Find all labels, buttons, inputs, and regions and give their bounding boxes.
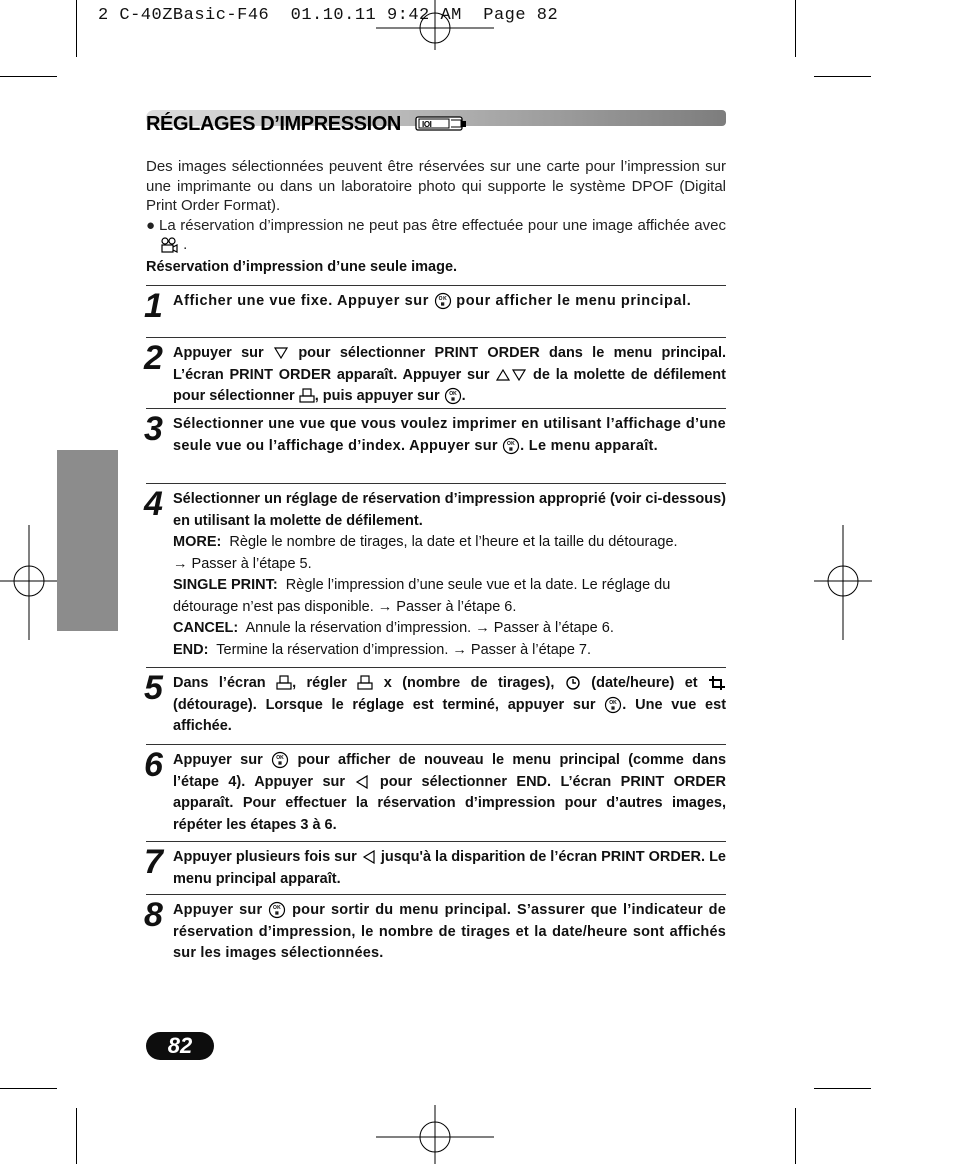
step-text: Sélectionner une vue que vous voulez imprimer en utilisant l’affichage d’une seule vue ou l’affichage d’index. Appuyer sur	[173, 416, 726, 454]
movie-icon	[159, 237, 179, 253]
crop-mark	[795, 0, 796, 57]
step-text: . Une vue est affichée.	[173, 696, 727, 734]
print-icon	[357, 675, 373, 691]
arrow-right-icon: →	[475, 620, 490, 636]
step-4	[146, 483, 726, 661]
option-single-print	[173, 575, 726, 618]
crop-mark	[76, 0, 77, 57]
step-body	[173, 286, 726, 313]
step-number: 4	[144, 485, 162, 523]
page-number: 82	[146, 1032, 214, 1060]
step-body	[173, 668, 726, 738]
section-title-text: RÉGLAGES D’IMPRESSION	[146, 112, 401, 135]
step-text: Afficher une vue fixe. Appuyer sur	[173, 293, 429, 309]
subheading: Réservation d’impression d’une seule image.	[146, 259, 458, 275]
triangle-up-icon	[495, 368, 511, 382]
step-body	[173, 484, 726, 661]
step-text: .	[461, 388, 466, 404]
registration-mark-top	[376, 0, 496, 50]
step-text: (date/heure) et	[591, 675, 698, 691]
step-text: Appuyer sur	[173, 345, 264, 361]
step-number: 8	[144, 896, 162, 934]
crop-mark	[795, 1108, 796, 1164]
option-label: END:	[173, 641, 209, 658]
step-text: pour sélectionner PRINT ORDER dans le menu principal. L’écran PRINT ORDER apparaît. Appuyer sur	[173, 345, 727, 383]
svg-text:▦: ▦	[509, 445, 514, 451]
svg-text:OK: OK	[273, 905, 282, 912]
intro-bullet	[146, 216, 726, 255]
svg-text:OK: OK	[448, 391, 457, 398]
step-text: Appuyer sur	[173, 752, 263, 768]
option-next: Passer à l’étape 5.	[191, 555, 312, 572]
crop-mark	[76, 1108, 77, 1164]
ok-button-icon	[271, 751, 289, 769]
step-text: Sélectionner un réglage de réservation d’impression approprié (voir ci-dessous) en utilisant la molette de défilement.	[173, 491, 726, 529]
arrow-right-icon: →	[173, 555, 188, 572]
svg-text:▦: ▦	[611, 704, 616, 710]
triangle-left-icon	[354, 775, 370, 789]
option-more	[173, 532, 726, 575]
ok-button-icon	[444, 387, 462, 405]
step-1	[144, 285, 726, 325]
step-3	[146, 408, 726, 457]
step-text: Appuyer sur	[173, 902, 263, 918]
step-body	[173, 895, 726, 965]
step-number: 5	[144, 669, 162, 707]
intro-paragraph: Des images sélectionnées peuvent être réservées sur une carte pour l’impression sur une imprimante ou dans un laboratoire photo qui supporte le système DPOF (Digital Print Order Format).	[146, 158, 726, 214]
svg-text:OK: OK	[276, 755, 284, 762]
crop-mark	[814, 76, 871, 77]
option-label: CANCEL:	[173, 620, 239, 636]
option-next: Passer à l’étape 6.	[396, 598, 517, 615]
registration-mark-right	[814, 525, 872, 640]
step-text: de la molette de défilement pour sélectionner	[173, 366, 726, 404]
svg-text:▦: ▦	[440, 301, 445, 307]
svg-text:OK: OK	[438, 296, 447, 303]
print-icon	[299, 388, 315, 404]
step-text: pour sélectionner END. L’écran PRINT ORDER apparaît. Pour effectuer la réservation d’impression pour d’autres images, répéter les étapes 3 à 6.	[173, 773, 726, 833]
step-body	[173, 745, 726, 836]
section-side-tab	[57, 450, 118, 631]
crop-mark	[0, 1088, 57, 1089]
step-body	[173, 338, 726, 408]
registration-mark-left	[0, 525, 58, 640]
option-next: Passer à l’étape 7.	[470, 641, 592, 658]
clock-icon	[565, 675, 581, 691]
option-text: Règle l’impression d’une seule vue et la date. Le réglage du détourage n’est pas disponible.	[173, 577, 671, 615]
option-cancel	[173, 618, 726, 640]
option-text: Annule la réservation d’impression.	[245, 620, 472, 636]
trim-icon	[708, 675, 726, 691]
intro-bullet-text-a: La réservation d’impression ne peut pas être effectuée pour une image affichée avec	[159, 216, 726, 234]
step-text: Appuyer plusieurs fois sur	[173, 849, 357, 865]
step-text: pour afficher de nouveau le menu principal (comme dans l’étape 4). Appuyer sur	[173, 752, 727, 790]
step-8	[146, 894, 726, 965]
intro-text	[146, 157, 726, 255]
step-text: (détourage). Lorsque le réglage est terminé, appuyer sur	[173, 696, 596, 713]
step-text: . Le menu apparaît.	[520, 437, 658, 454]
registration-mark-bottom	[376, 1105, 496, 1164]
section-title	[146, 112, 467, 136]
svg-text:OK: OK	[609, 699, 618, 706]
svg-text:▦: ▦	[450, 396, 455, 402]
step-number: 6	[144, 746, 162, 784]
step-text: Dans l’écran	[173, 675, 266, 691]
step-text: , régler	[292, 675, 347, 691]
step-body	[173, 409, 726, 457]
svg-text:OK: OK	[507, 440, 516, 447]
option-label: MORE:	[173, 534, 222, 550]
step-text: x (nombre de tirages),	[383, 675, 555, 691]
print-icon	[276, 675, 292, 691]
triangle-down-icon	[511, 368, 527, 382]
intro-bullet-text-b: .	[183, 236, 188, 253]
step-text: jusqu'à la disparition de l’écran PRINT ORDER. Le menu principal apparaît.	[173, 849, 726, 887]
step-text: , puis appuyer sur	[314, 388, 440, 404]
step-5	[146, 667, 726, 738]
option-end	[173, 640, 726, 662]
svg-text:▦: ▦	[275, 910, 280, 916]
crop-mark	[814, 1088, 871, 1089]
triangle-left-icon	[361, 850, 377, 864]
option-next: Passer à l’étape 6.	[493, 620, 614, 636]
step-number: 1	[144, 287, 162, 325]
ok-button-icon	[604, 696, 622, 714]
step-number: 2	[144, 339, 162, 377]
svg-text:IOI: IOI	[421, 120, 432, 129]
print-mode-icon	[415, 115, 467, 133]
triangle-down-icon	[273, 346, 289, 360]
option-label: SINGLE PRINT:	[173, 577, 278, 593]
step-number: 3	[144, 410, 162, 448]
step-6	[146, 744, 726, 836]
ok-button-icon	[502, 437, 520, 455]
step-number: 7	[144, 843, 162, 881]
ok-button-icon	[434, 292, 452, 310]
arrow-right-icon: →	[452, 641, 467, 658]
print-slug-header: 2 C-40ZBasic-F46 01.10.11 9:42 AM Page 82	[98, 6, 559, 25]
step-7	[146, 841, 726, 890]
step-2	[146, 337, 726, 408]
step-text: pour afficher le menu principal.	[456, 293, 692, 309]
option-text: Règle le nombre de tirages, la date et l’heure et la taille du détourage.	[229, 534, 678, 550]
step-text: pour sortir du menu principal. S’assurer que l’indicateur de réservation d’impression, le nombre de tirages et la date/heure sont affichés sur les images sélectionnées.	[173, 902, 727, 961]
ok-button-icon	[268, 901, 286, 919]
arrow-right-icon: →	[377, 598, 393, 615]
option-text: Termine la réservation d’impression.	[216, 641, 449, 658]
bullet-dot-icon: ●	[146, 216, 156, 234]
step-body	[173, 842, 726, 890]
crop-mark	[0, 76, 57, 77]
svg-text:▦: ▦	[278, 760, 282, 766]
